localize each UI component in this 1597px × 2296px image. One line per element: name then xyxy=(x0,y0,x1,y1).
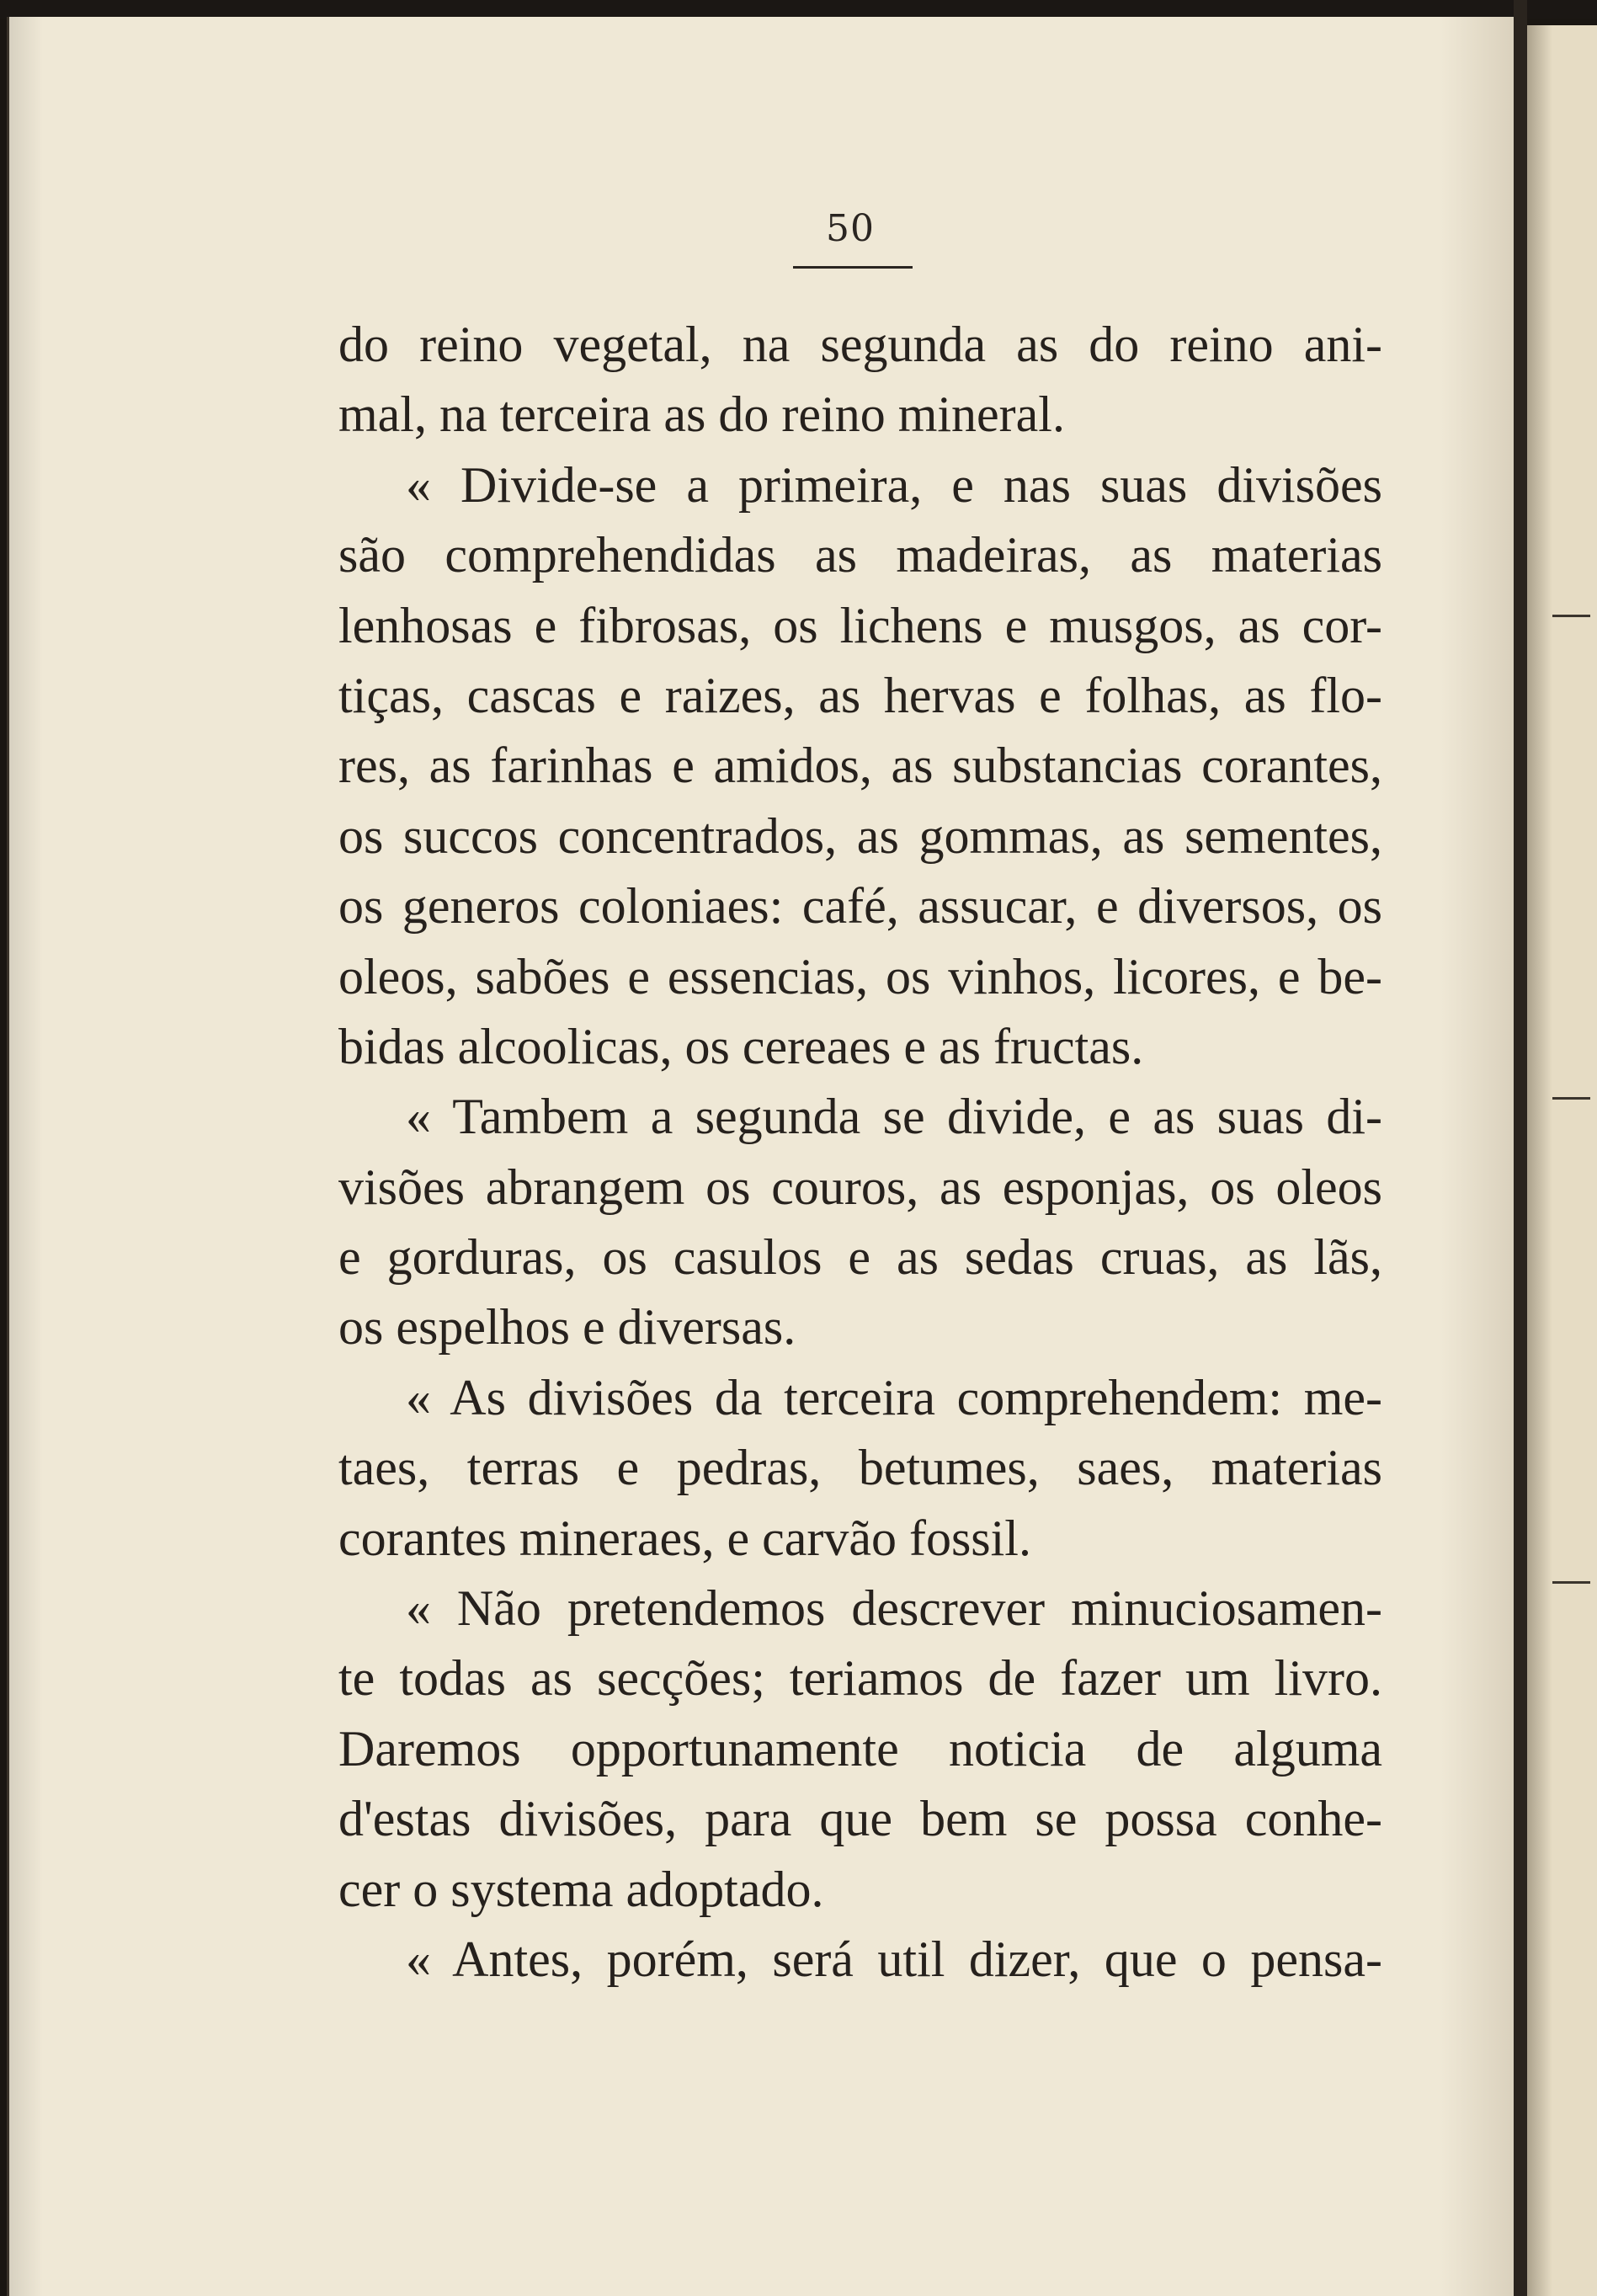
text-line: bidas alcoolicas, os cereaes e as fructas. xyxy=(338,1018,1144,1074)
book-gutter xyxy=(1514,0,1527,2296)
text-line: os generos coloniaes: café, assucar, e diversos, os xyxy=(338,878,1382,935)
scanner-top-edge xyxy=(0,0,1597,19)
text-line: corantes mineraes, e carvão fossil. xyxy=(338,1510,1031,1566)
text-line: oleos, sabões e essencias, os vinhos, licores, e be- xyxy=(338,948,1382,1004)
text-line: tiças, cascas e raizes, as hervas e folhas, as flo- xyxy=(338,667,1382,723)
text-line: Daremos opportunamente noticia de alguma xyxy=(338,1720,1382,1777)
text-line: « Divide-se a primeira, e nas suas divisões xyxy=(406,456,1382,513)
text-line: « Antes, porém, será util dizer, que o pensa- xyxy=(406,1931,1382,1987)
page-edge-mark xyxy=(1552,615,1590,617)
body-text xyxy=(338,310,1382,1995)
page-number: 50 xyxy=(826,207,875,250)
text-line: do reino vegetal, na segunda as do reino ani- xyxy=(338,317,1382,372)
page-edge-mark xyxy=(1552,1097,1590,1100)
text-line: visões abrangem os couros, as esponjas, os oleos xyxy=(338,1159,1382,1215)
text-line: e gorduras, os casulos e as sedas cruas, as lãs, xyxy=(338,1229,1382,1286)
page-edge-mark xyxy=(1552,1581,1590,1584)
text-line: cer o systema adoptado. xyxy=(338,1861,824,1917)
text-line: « Tambem a segunda se divide, e as suas di- xyxy=(406,1089,1382,1145)
text-line: mal, na terceira as do reino mineral. xyxy=(338,386,1065,443)
page-number-rule xyxy=(793,266,913,269)
text-line: res, as farinhas e amidos, as substancias corantes, xyxy=(338,738,1382,794)
text-line: os succos concentrados, as gommas, as sementes, xyxy=(338,807,1382,864)
text-line: os espelhos e diversas. xyxy=(338,1299,796,1356)
text-line: d'estas divisões, para que bem se possa conhe- xyxy=(338,1791,1382,1847)
text-line: taes, terras e pedras, betumes, saes, materias xyxy=(338,1440,1382,1496)
adjacent-page-edge xyxy=(1527,25,1597,2296)
text-line: são comprehendidas as madeiras, as materias xyxy=(338,527,1382,583)
text-line: te todas as secções; teriamos de fazer um livro. xyxy=(338,1650,1382,1707)
text-line: lenhosas e fibrosas, os lichens e musgos, as cor- xyxy=(338,597,1382,653)
text-line: « Não pretendemos descrever minuciosamen- xyxy=(406,1580,1382,1637)
text-line: « As divisões da terceira comprehendem: me- xyxy=(406,1369,1382,1425)
